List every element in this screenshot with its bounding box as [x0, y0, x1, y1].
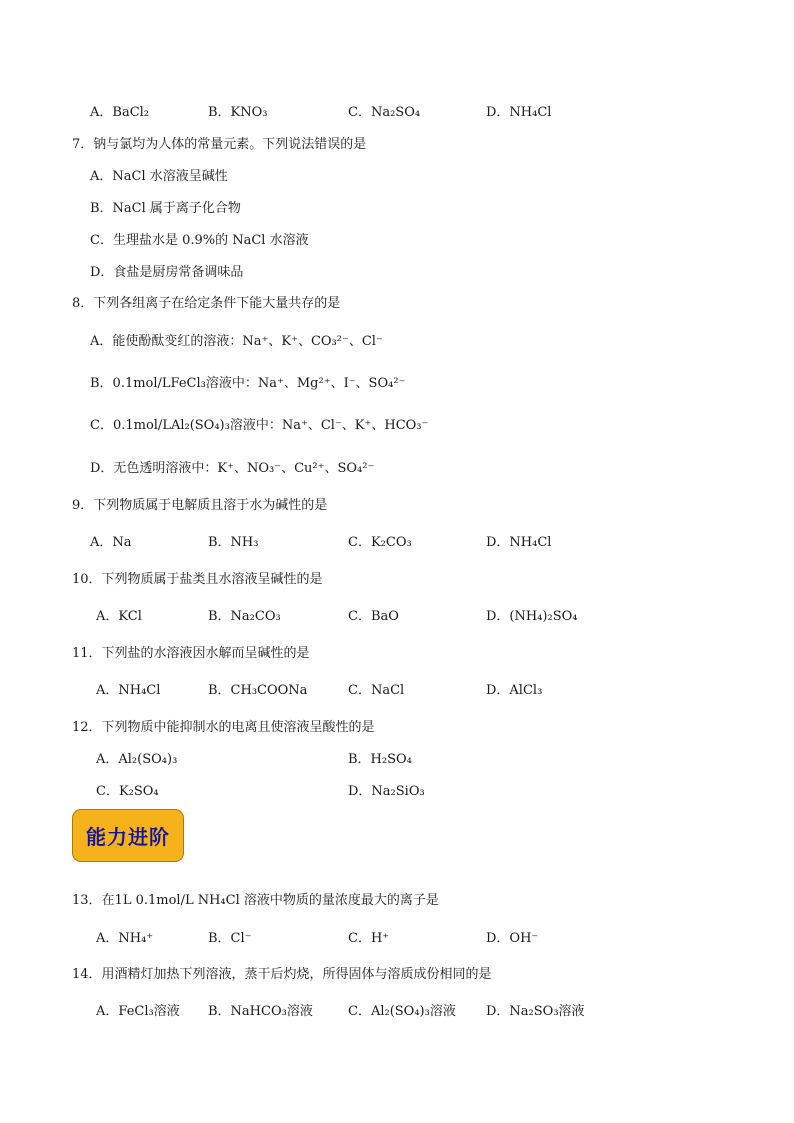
- q7-stem: 7．钠与氯均为人体的常量元素。下列说法错误的是: [72, 137, 367, 152]
- q10-option-b: B．Na₂CO₃: [208, 609, 281, 624]
- q9-option-c: C．K₂CO₃: [348, 535, 412, 550]
- q10-stem: 10．下列物质属于盐类且水溶液呈碱性的是: [72, 572, 323, 587]
- section-badge-label: 能力进阶: [86, 825, 170, 849]
- q6-options: [0, 101, 794, 121]
- section-badge: [72, 809, 184, 862]
- q12-option-c: C．K₂SO₄: [96, 784, 159, 799]
- q6-option-a: A．BaCl₂: [90, 105, 150, 120]
- q12-options-row2: [0, 780, 794, 800]
- q7-option-d: D．食盐是厨房常备调味品: [90, 265, 244, 280]
- q7-option-b: B．NaCl 属于离子化合物: [90, 201, 241, 216]
- q14-option-d: D．Na₂SO₃溶液: [486, 1004, 585, 1019]
- q13-option-a: A．NH₄⁺: [96, 931, 154, 946]
- q7-option-a: A．NaCl 水溶液呈碱性: [90, 169, 228, 184]
- q10-option-d: D．(NH₄)₂SO₄: [486, 609, 578, 624]
- q12-stem: 12．下列物质中能抑制水的电离且使溶液呈酸性的是: [72, 720, 375, 735]
- q13-option-c: C．H⁺: [348, 931, 390, 946]
- q12-options-row1: [0, 748, 794, 768]
- q9-option-b: B．NH₃: [208, 535, 259, 550]
- q14-option-b: B．NaHCO₃溶液: [208, 1004, 313, 1019]
- q8-option-a: A．能使酚酞变红的溶液：Na⁺、K⁺、CO₃²⁻、Cl⁻: [90, 334, 383, 349]
- q8-option-d: D．无色透明溶液中：K⁺、NO₃⁻、Cu²⁺、SO₄²⁻: [90, 461, 375, 476]
- q11-stem: 11．下列盐的水溶液因水解而呈碱性的是: [72, 646, 310, 661]
- q10-option-c: C．BaO: [348, 609, 399, 624]
- q8-option-b: B．0.1mol/LFeCl₃溶液中：Na⁺、Mg²⁺、I⁻、SO₄²⁻: [90, 376, 406, 391]
- q13-options: [0, 927, 794, 947]
- q13-option-d: D．OH⁻: [486, 931, 539, 946]
- q12-option-b: B．H₂SO₄: [348, 752, 412, 767]
- q9-option-a: A．Na: [90, 535, 132, 550]
- q6-option-d: D．NH₄Cl: [486, 105, 552, 120]
- q7-option-c: C．生理盐水是 0.9%的 NaCl 水溶液: [90, 233, 309, 248]
- q14-options: [0, 1000, 794, 1020]
- q9-stem: 9．下列物质属于电解质且溶于水为碱性的是: [72, 498, 328, 513]
- q10-option-a: A．KCl: [96, 609, 142, 624]
- q6-option-b: B．KNO₃: [208, 105, 268, 120]
- q12-option-d: D．Na₂SiO₃: [348, 784, 425, 799]
- q11-option-c: C．NaCl: [348, 683, 405, 698]
- q14-stem: 14．用酒精灯加热下列溶液，蒸干后灼烧，所得固体与溶质成份相同的是: [72, 967, 492, 982]
- q11-option-b: B．CH₃COONa: [208, 683, 308, 698]
- q11-options: [0, 679, 794, 699]
- q14-option-a: A．FeCl₃溶液: [96, 1004, 180, 1019]
- q11-option-d: D．AlCl₃: [486, 683, 543, 698]
- q9-option-d: D．NH₄Cl: [486, 535, 552, 550]
- q10-options: [0, 605, 794, 625]
- q13-stem: 13．在1L 0.1mol/L NH₄Cl 溶液中物质的量浓度最大的离子是: [72, 893, 439, 908]
- q8-option-c: C．0.1mol/LAl₂(SO₄)₃溶液中：Na⁺、Cl⁻、K⁺、HCO₃⁻: [90, 418, 429, 433]
- q12-option-a: A．Al₂(SO₄)₃: [96, 752, 178, 767]
- q8-stem: 8．下列各组离子在给定条件下能大量共存的是: [72, 296, 341, 311]
- q11-option-a: A．NH₄Cl: [96, 683, 161, 698]
- q6-option-c: C．Na₂SO₄: [348, 105, 421, 120]
- q13-option-b: B．Cl⁻: [208, 931, 252, 946]
- q9-options: [0, 531, 794, 551]
- q14-option-c: C．Al₂(SO₄)₃溶液: [348, 1004, 456, 1019]
